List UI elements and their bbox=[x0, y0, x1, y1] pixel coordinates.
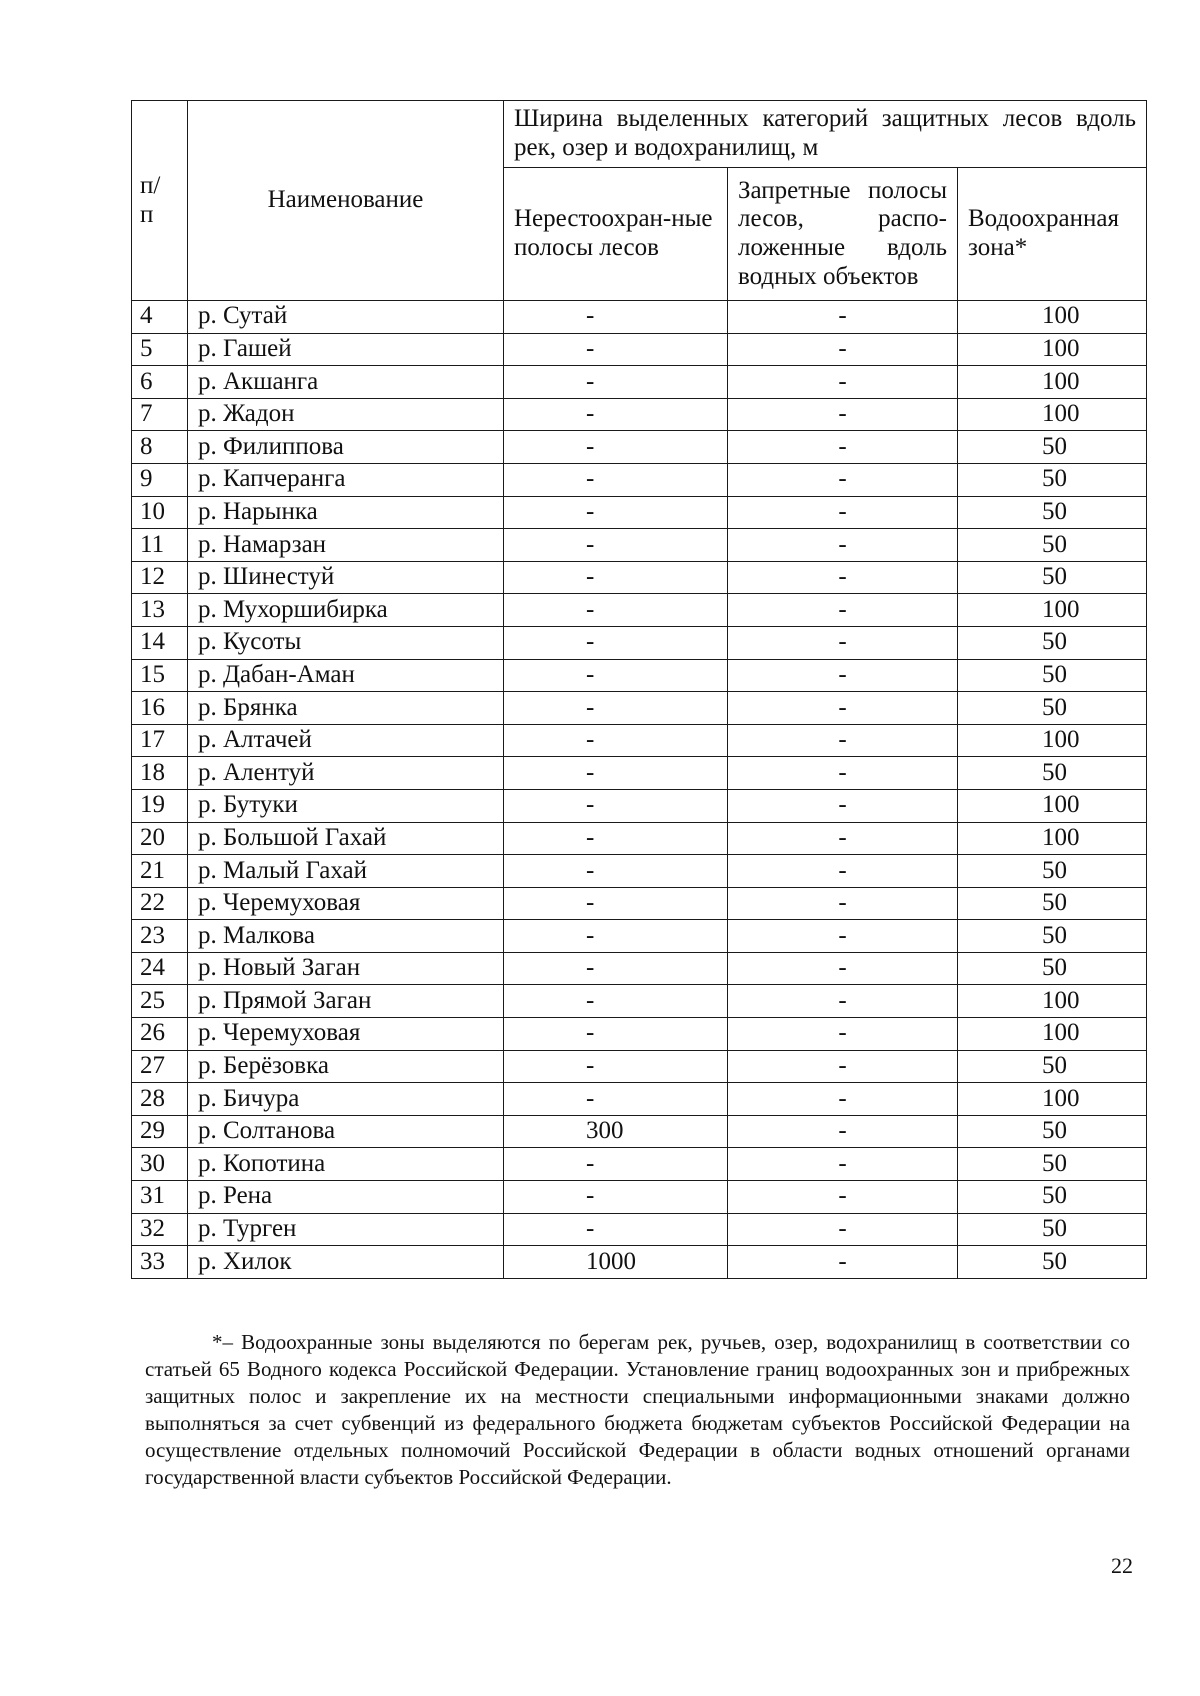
water-zone-value: 100 bbox=[958, 1083, 1147, 1116]
nonspawning-value: - bbox=[504, 626, 728, 659]
table-row bbox=[132, 659, 1147, 692]
prohibited-value: - bbox=[728, 985, 958, 1018]
row-number: 24 bbox=[132, 952, 188, 985]
prohibited-value: - bbox=[728, 1018, 958, 1051]
river-name: р. Капчеранга bbox=[188, 463, 504, 496]
river-name: р. Черемуховая bbox=[188, 1018, 504, 1051]
table-row bbox=[132, 692, 1147, 725]
table-row bbox=[132, 1083, 1147, 1116]
water-zone-value: 50 bbox=[958, 952, 1147, 985]
footnote: *– Водоохранные зоны выделяются по берегам рек, ручьев, озер, водохранилищ в соответствии со статьей 65 Водного кодекса Российской Федерации. Установление границ водоохранных зон и прибрежных защитных полос и закрепление их на местности специальными информационными знаками должно выполняться за счет субвенций из федерального бюджета бюджетам субъектов Российской Федерации на осуществление отдельных полномочий Российской Федерации в области водных отношений органами государственной власти субъектов Российской Федерации. bbox=[145, 1330, 1130, 1489]
table-row bbox=[132, 398, 1147, 431]
nonspawning-value: - bbox=[504, 920, 728, 953]
nonspawning-value: - bbox=[504, 1148, 728, 1181]
prohibited-value: - bbox=[728, 431, 958, 464]
row-number: 29 bbox=[132, 1115, 188, 1148]
table-row bbox=[132, 594, 1147, 627]
prohibited-value: - bbox=[728, 626, 958, 659]
row-number: 28 bbox=[132, 1083, 188, 1116]
water-zone-value: 100 bbox=[958, 822, 1147, 855]
row-number: 13 bbox=[132, 594, 188, 627]
river-name: р. Солтанова bbox=[188, 1115, 504, 1148]
table-row bbox=[132, 985, 1147, 1018]
river-name: р. Турген bbox=[188, 1213, 504, 1246]
water-zone-value: 50 bbox=[958, 529, 1147, 562]
prohibited-value: - bbox=[728, 1148, 958, 1181]
table-row bbox=[132, 822, 1147, 855]
water-zone-value: 50 bbox=[958, 887, 1147, 920]
prohibited-value: - bbox=[728, 1115, 958, 1148]
nonspawning-value: - bbox=[504, 855, 728, 888]
nonspawning-value: - bbox=[504, 1083, 728, 1116]
nonspawning-value: - bbox=[504, 398, 728, 431]
river-name: р. Акшанга bbox=[188, 366, 504, 399]
river-name: р. Шинестуй bbox=[188, 561, 504, 594]
table-row bbox=[132, 1213, 1147, 1246]
water-zone-value: 50 bbox=[958, 855, 1147, 888]
table-row bbox=[132, 1050, 1147, 1083]
prohibited-value: - bbox=[728, 789, 958, 822]
row-number: 21 bbox=[132, 855, 188, 888]
water-zone-value: 100 bbox=[958, 789, 1147, 822]
river-name: р. Рена bbox=[188, 1181, 504, 1214]
table-row bbox=[132, 626, 1147, 659]
prohibited-value: - bbox=[728, 1246, 958, 1279]
table-row bbox=[132, 952, 1147, 985]
prohibited-value: - bbox=[728, 333, 958, 366]
river-name: р. Малый Гахай bbox=[188, 855, 504, 888]
water-zone-value: 50 bbox=[958, 463, 1147, 496]
row-number: 26 bbox=[132, 1018, 188, 1051]
row-number: 14 bbox=[132, 626, 188, 659]
river-name: р. Прямой Заган bbox=[188, 985, 504, 1018]
nonspawning-value: - bbox=[504, 1213, 728, 1246]
nonspawning-value: - bbox=[504, 952, 728, 985]
row-number: 6 bbox=[132, 366, 188, 399]
table-row bbox=[132, 431, 1147, 464]
river-name: р. Новый Заган bbox=[188, 952, 504, 985]
river-name: р. Большой Гахай bbox=[188, 822, 504, 855]
river-name: р. Алтачей bbox=[188, 724, 504, 757]
river-name: р. Кусоты bbox=[188, 626, 504, 659]
water-zone-value: 50 bbox=[958, 1213, 1147, 1246]
water-zone-value: 50 bbox=[958, 920, 1147, 953]
water-zone-value: 50 bbox=[958, 431, 1147, 464]
table-row bbox=[132, 757, 1147, 790]
row-number: 15 bbox=[132, 659, 188, 692]
river-name: р. Мухоршибирка bbox=[188, 594, 504, 627]
row-number: 4 bbox=[132, 301, 188, 334]
water-zone-value: 50 bbox=[958, 1115, 1147, 1148]
nonspawning-value: - bbox=[504, 692, 728, 725]
prohibited-value: - bbox=[728, 724, 958, 757]
table-row bbox=[132, 366, 1147, 399]
nonspawning-value: - bbox=[504, 463, 728, 496]
row-number: 32 bbox=[132, 1213, 188, 1246]
prohibited-value: - bbox=[728, 822, 958, 855]
nonspawning-value: - bbox=[504, 366, 728, 399]
nonspawning-value: - bbox=[504, 496, 728, 529]
river-name: р. Сутай bbox=[188, 301, 504, 334]
nonspawning-value: - bbox=[504, 1018, 728, 1051]
river-name: р. Жадон bbox=[188, 398, 504, 431]
table-row bbox=[132, 1181, 1147, 1214]
nonspawning-value: - bbox=[504, 724, 728, 757]
nonspawning-value: - bbox=[504, 431, 728, 464]
table-row bbox=[132, 920, 1147, 953]
water-zone-value: 50 bbox=[958, 757, 1147, 790]
nonspawning-value: - bbox=[504, 822, 728, 855]
nonspawning-value: - bbox=[504, 301, 728, 334]
header-width-group: Ширина выделенных категорий защитных лесов вдоль рек, озер и водохранилищ, м bbox=[504, 101, 1147, 168]
river-name: р. Бутуки bbox=[188, 789, 504, 822]
river-name: р. Хилок bbox=[188, 1246, 504, 1279]
prohibited-value: - bbox=[728, 1213, 958, 1246]
table-row bbox=[132, 855, 1147, 888]
water-zone-value: 100 bbox=[958, 398, 1147, 431]
river-name: р. Намарзан bbox=[188, 529, 504, 562]
water-zone-value: 50 bbox=[958, 496, 1147, 529]
table-row bbox=[132, 724, 1147, 757]
prohibited-value: - bbox=[728, 757, 958, 790]
protective-forests-table bbox=[131, 100, 1147, 1279]
table-row bbox=[132, 1018, 1147, 1051]
row-number: 18 bbox=[132, 757, 188, 790]
row-number: 31 bbox=[132, 1181, 188, 1214]
prohibited-value: - bbox=[728, 920, 958, 953]
water-zone-value: 50 bbox=[958, 1181, 1147, 1214]
row-number: 23 bbox=[132, 920, 188, 953]
water-zone-value: 100 bbox=[958, 301, 1147, 334]
nonspawning-value: - bbox=[504, 789, 728, 822]
row-number: 16 bbox=[132, 692, 188, 725]
water-zone-value: 50 bbox=[958, 692, 1147, 725]
river-name: р. Гашей bbox=[188, 333, 504, 366]
prohibited-value: - bbox=[728, 952, 958, 985]
table-row bbox=[132, 789, 1147, 822]
row-number: 9 bbox=[132, 463, 188, 496]
row-number: 30 bbox=[132, 1148, 188, 1181]
prohibited-value: - bbox=[728, 366, 958, 399]
nonspawning-value: - bbox=[504, 659, 728, 692]
nonspawning-value: - bbox=[504, 529, 728, 562]
table-row bbox=[132, 496, 1147, 529]
table-row bbox=[132, 1148, 1147, 1181]
prohibited-value: - bbox=[728, 855, 958, 888]
nonspawning-value: - bbox=[504, 333, 728, 366]
river-name: р. Алентуй bbox=[188, 757, 504, 790]
prohibited-value: - bbox=[728, 463, 958, 496]
nonspawning-value: - bbox=[504, 757, 728, 790]
header-water-zone: Водоохранная зона* bbox=[958, 168, 1147, 301]
water-zone-value: 50 bbox=[958, 659, 1147, 692]
prohibited-value: - bbox=[728, 301, 958, 334]
water-zone-value: 50 bbox=[958, 626, 1147, 659]
prohibited-value: - bbox=[728, 561, 958, 594]
row-number: 10 bbox=[132, 496, 188, 529]
row-number: 5 bbox=[132, 333, 188, 366]
table-row bbox=[132, 561, 1147, 594]
prohibited-value: - bbox=[728, 496, 958, 529]
prohibited-value: - bbox=[728, 594, 958, 627]
river-name: р. Малкова bbox=[188, 920, 504, 953]
water-zone-value: 100 bbox=[958, 1018, 1147, 1051]
row-number: 27 bbox=[132, 1050, 188, 1083]
table-row bbox=[132, 1246, 1147, 1279]
table-body bbox=[132, 301, 1147, 1279]
water-zone-value: 100 bbox=[958, 985, 1147, 1018]
water-zone-value: 50 bbox=[958, 1148, 1147, 1181]
header-name: Наименование bbox=[188, 101, 504, 301]
nonspawning-value: - bbox=[504, 887, 728, 920]
table-row bbox=[132, 301, 1147, 334]
table-row bbox=[132, 887, 1147, 920]
nonspawning-value: - bbox=[504, 561, 728, 594]
prohibited-value: - bbox=[728, 529, 958, 562]
nonspawning-value: - bbox=[504, 1050, 728, 1083]
row-number: 19 bbox=[132, 789, 188, 822]
water-zone-value: 100 bbox=[958, 594, 1147, 627]
water-zone-value: 100 bbox=[958, 724, 1147, 757]
river-name: р. Берёзовка bbox=[188, 1050, 504, 1083]
prohibited-value: - bbox=[728, 659, 958, 692]
row-number: 22 bbox=[132, 887, 188, 920]
table-row bbox=[132, 463, 1147, 496]
table-row bbox=[132, 529, 1147, 562]
row-number: 25 bbox=[132, 985, 188, 1018]
river-name: р. Филиппова bbox=[188, 431, 504, 464]
header-prohibited: Запретные полосы лесов, расположенные вдоль водных объектов bbox=[728, 168, 958, 301]
water-zone-value: 100 bbox=[958, 333, 1147, 366]
row-number: 20 bbox=[132, 822, 188, 855]
prohibited-value: - bbox=[728, 1181, 958, 1214]
row-number: 12 bbox=[132, 561, 188, 594]
water-zone-value: 50 bbox=[958, 561, 1147, 594]
nonspawning-value: 300 bbox=[504, 1115, 728, 1148]
table-row bbox=[132, 333, 1147, 366]
river-name: р. Черемуховая bbox=[188, 887, 504, 920]
prohibited-value: - bbox=[728, 692, 958, 725]
header-nonspawning: Нерестоохран-ные полосы лесов bbox=[504, 168, 728, 301]
prohibited-value: - bbox=[728, 1083, 958, 1116]
row-number: 11 bbox=[132, 529, 188, 562]
river-name: р. Брянка bbox=[188, 692, 504, 725]
river-name: р. Копотина bbox=[188, 1148, 504, 1181]
prohibited-value: - bbox=[728, 1050, 958, 1083]
nonspawning-value: 1000 bbox=[504, 1246, 728, 1279]
row-number: 33 bbox=[132, 1246, 188, 1279]
prohibited-value: - bbox=[728, 887, 958, 920]
water-zone-value: 100 bbox=[958, 366, 1147, 399]
river-name: р. Дабан-Аман bbox=[188, 659, 504, 692]
nonspawning-value: - bbox=[504, 594, 728, 627]
header-num: п/ п bbox=[132, 101, 188, 301]
river-name: р. Бичура bbox=[188, 1083, 504, 1116]
nonspawning-value: - bbox=[504, 1181, 728, 1214]
prohibited-value: - bbox=[728, 398, 958, 431]
row-number: 7 bbox=[132, 398, 188, 431]
row-number: 8 bbox=[132, 431, 188, 464]
nonspawning-value: - bbox=[504, 985, 728, 1018]
water-zone-value: 50 bbox=[958, 1050, 1147, 1083]
table-header bbox=[132, 101, 1147, 301]
river-name: р. Нарынка bbox=[188, 496, 504, 529]
row-number: 17 bbox=[132, 724, 188, 757]
page-number: 22 bbox=[1111, 1553, 1133, 1578]
table-row bbox=[132, 1115, 1147, 1148]
water-zone-value: 50 bbox=[958, 1246, 1147, 1279]
